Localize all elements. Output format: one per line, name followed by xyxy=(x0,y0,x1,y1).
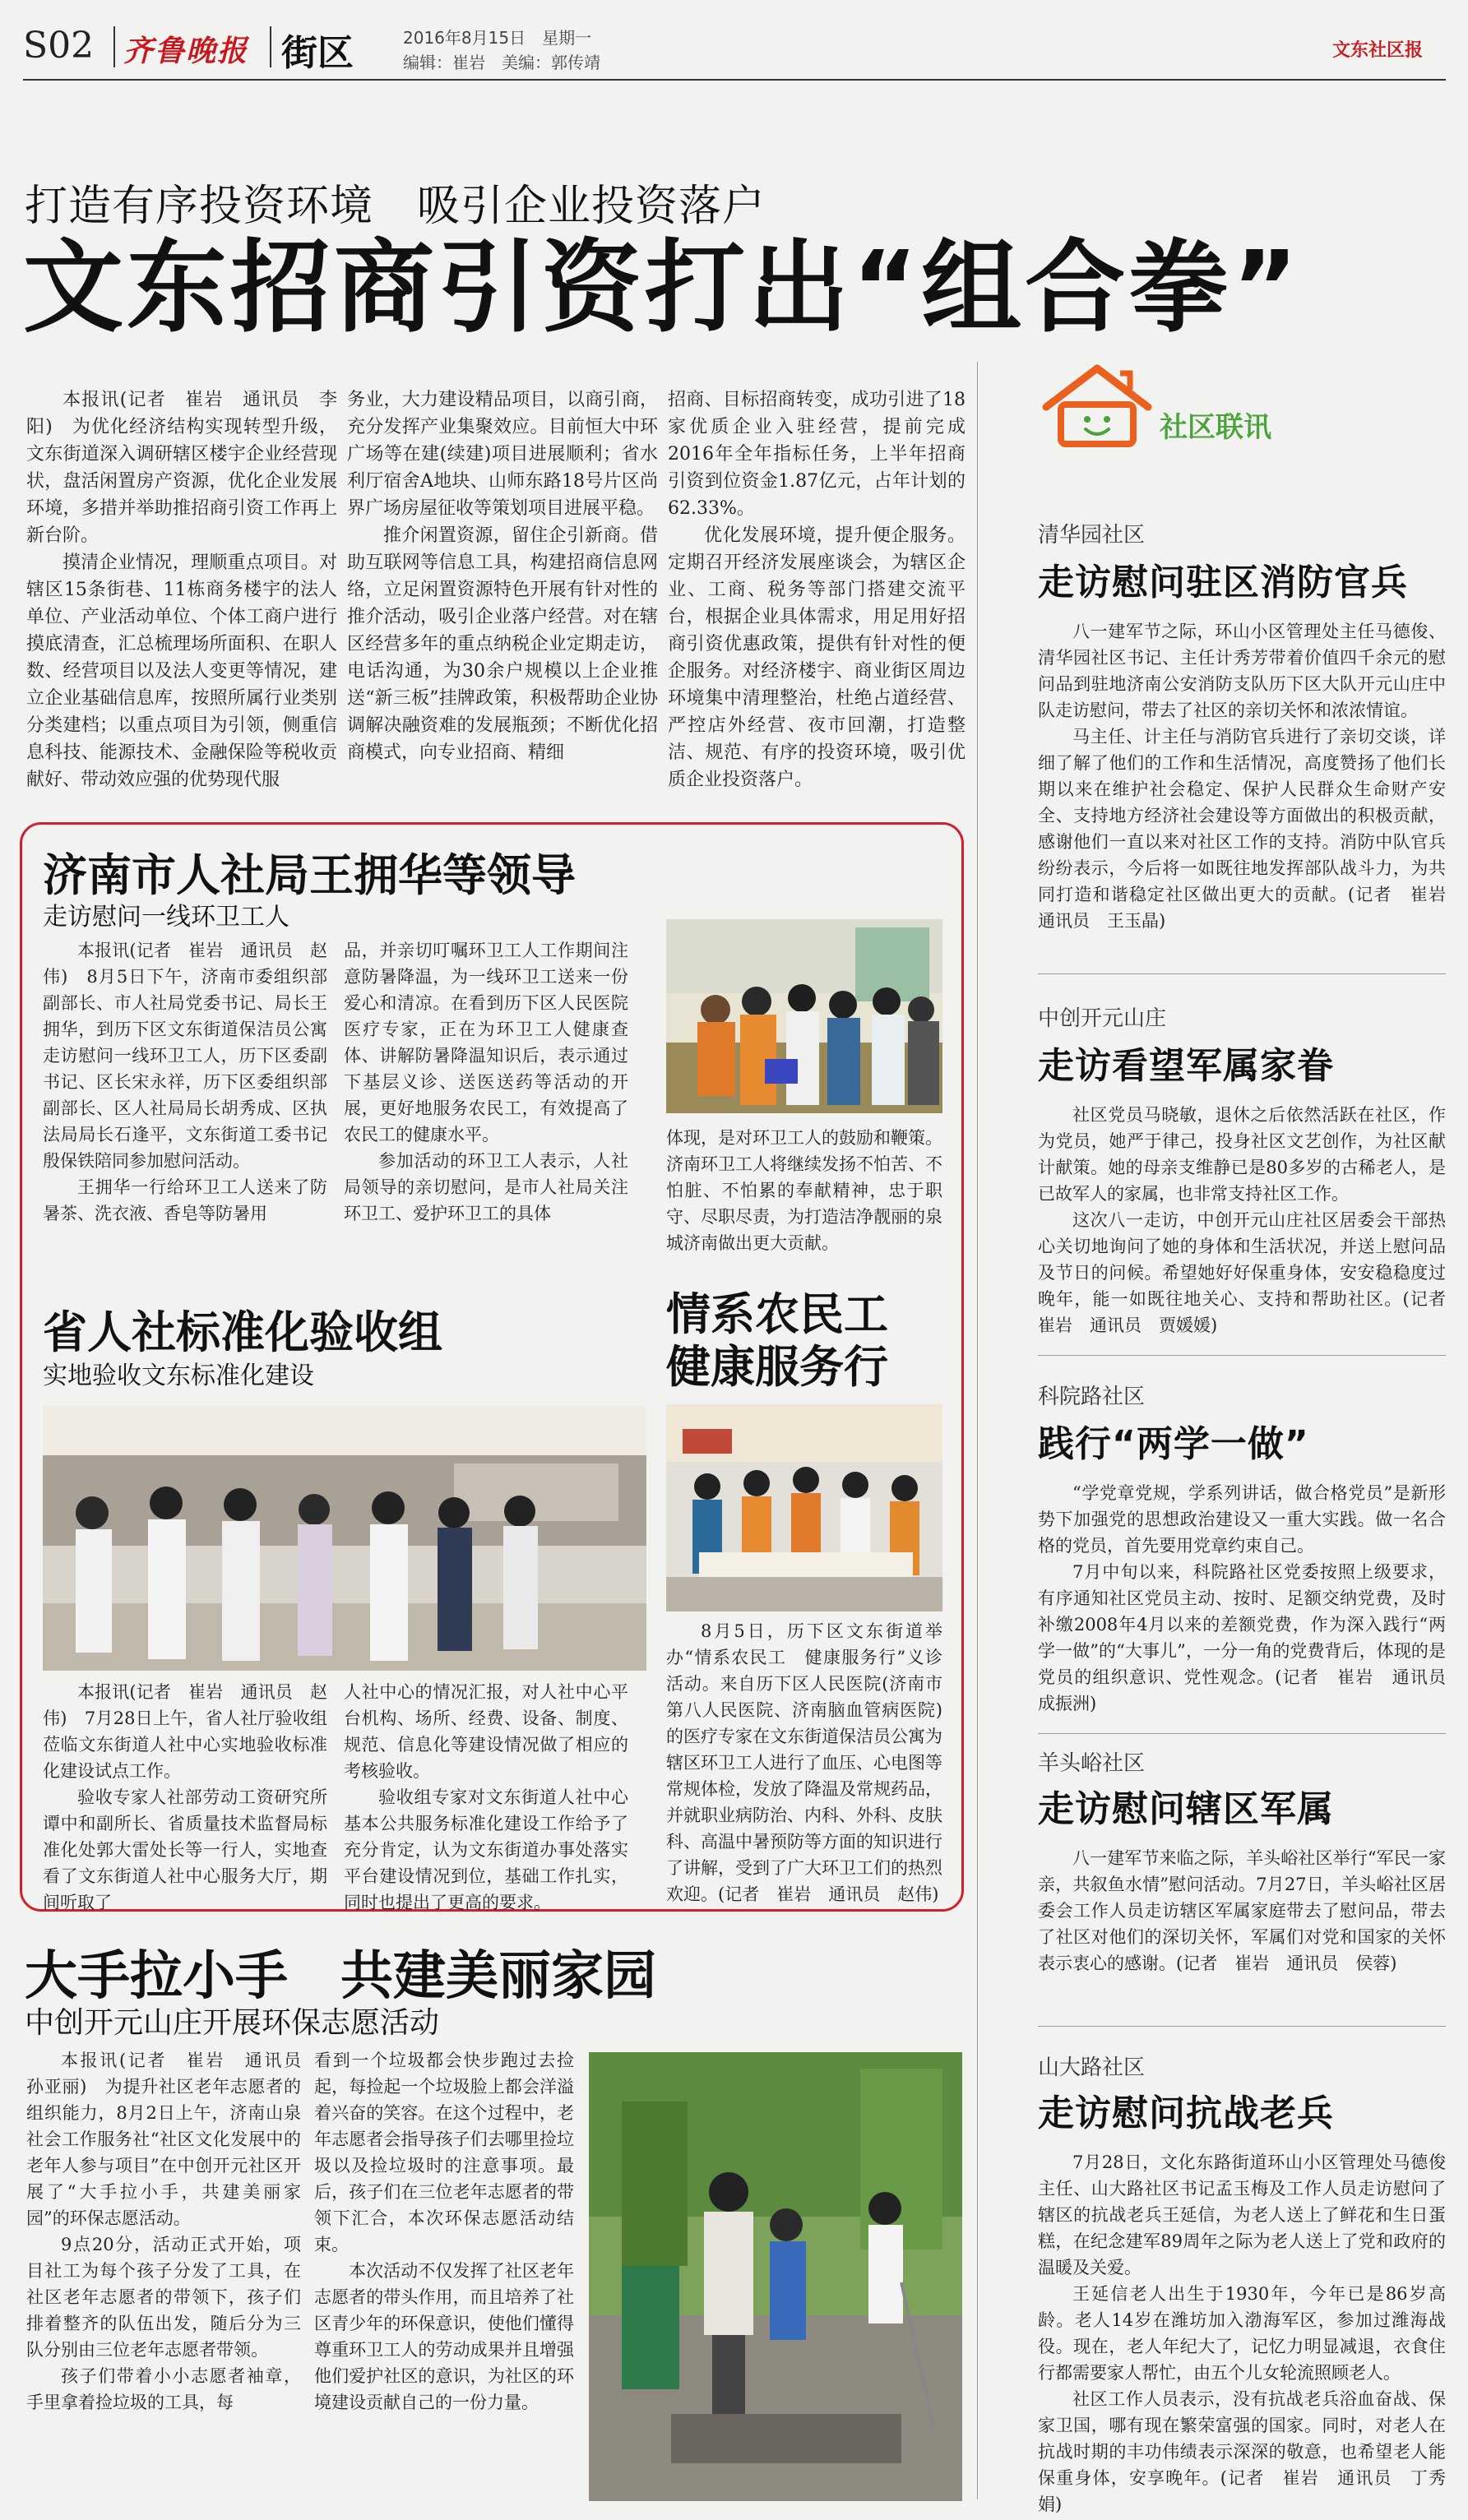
paragraph: 本报讯(记者 崔岩 通讯员 赵伟) 7月28日上午，省人社厅验收组莅临文东街道人社中心实地验收标准化建设试点工作。 xyxy=(43,1682,327,1781)
lead-headline: 文东招商引资打出“组合拳” xyxy=(23,229,1302,346)
sidebar-separator xyxy=(1038,1355,1446,1356)
sidebar-item-community: 中创开元山庄 xyxy=(1038,1006,1167,1031)
edition-label: 文东社区报 xyxy=(1332,40,1424,61)
paragraph: 孩子们带着小小志愿者袖章，手里拿着捡垃圾的工具，每 xyxy=(26,2366,301,2412)
article2-subhead: 实地验收文东标准化建设 xyxy=(43,1362,314,1390)
paragraph: 8月5日，历下区文东街道举办“情系农民工 健康服务行”义诊活动。来自历下区人民医院(济南市第八人民医院、济南脑血管病医院)的医疗专家在文东街道保洁员公寓为辖区环卫工人进行了血压、心电图等常规体检，发放了降温及常规药品，并就职业病防治、内科、外科、皮肤科、高温中暑预防等方面的知识进行了讲解，受到了广大环卫工们的热烈欢迎。(记者 崔岩 通讯员 赵伟) xyxy=(666,1621,942,1904)
paragraph: 摸清企业情况，理顺重点项目。对辖区15条街巷、11栋商务楼宇的法人单位、产业活动单位、个体工商户进行摸底清查，汇总梳理场所面积、在职人数、经营项目以及法人变更等情况，建立企业基础信息库，按照所属行业类别分类建档；以重点项目为引领，侧重信息科技、能源技术、金融保险等税收贡献好、带动效应强的优势现代服 xyxy=(26,553,337,790)
article3-headline-line2: 健康服务行 xyxy=(666,1341,888,1393)
paragraph: 本次活动不仅发挥了社区老年志愿者的带头作用，而且培养了社区青少年的环保意识，使他们懂得尊重环卫工人的劳动成果并且增强他们爱护社区的意识，为社区的环境建设贡献自己的一份力量。 xyxy=(314,2261,574,2412)
paragraph: 7月28日，文化东路街道环山小区管理处马德俊主任、山大路社区书记孟玉梅及工作人员走访慰问了辖区的抗战老兵王延信，为老人送上了鲜花和生日蛋糕，在纪念建军89周年之际为老人送上了党和政府的温暖及关爱。 xyxy=(1038,2152,1446,2277)
article2-col-1 xyxy=(43,1679,327,1912)
paragraph: 验收专家人社部劳动工资研究所谭中和副所长、省质量技术监督局标准化处郭大雷处长等一行人，实地查看了文东街道人社中心服务大厅，期间听取了 xyxy=(43,1787,327,1912)
paragraph: 优化发展环境，提升便企服务。定期召开经济发展座谈会，为辖区企业、工商、税务等部门搭建交流平台，根据企业具体需求，用足用好招商引资优惠政策，提供有针对性的便企服务。对经济楼宇、商业街区周边环境集中清理整治，杜绝占道经营、严控店外经营、夜市回潮，打造整洁、规范、有序的投资环境，吸引优质企业投资落户。 xyxy=(668,525,966,790)
paragraph: 体现，是对环卫工人的鼓励和鞭策。济南环卫工人将继续发扬不怕苦、不怕脏、不怕累的奉献精神，忠于职守、尽职尽责，为打造洁净靓丽的泉城济南做出更大贡献。 xyxy=(666,1128,942,1253)
paragraph: 人社中心的情况汇报，对人社中心平台机构、场所、经费、设备、制度、规范、信息化等建设情况做了相应的考核验收。 xyxy=(344,1682,628,1781)
article2-headline: 省人社标准化验收组 xyxy=(43,1306,442,1358)
sidebar-separator xyxy=(1038,2026,1446,2027)
paragraph: 王延信老人出生于1930年，今年已是86岁高龄。老人14岁在潍坊加入渤海军区，参加过潍海战役。现在，老人年纪大了，记忆力明显减退，衣食住行都需要家人帮忙，由五个儿女轮流照顾老人。 xyxy=(1038,2284,1446,2383)
sidebar-item-community: 科院路社区 xyxy=(1038,1385,1146,1409)
photo-inspection-group xyxy=(43,1406,646,1671)
article1-col-1 xyxy=(43,937,327,1266)
sidebar-divider xyxy=(977,362,978,2499)
paragraph: 推介闲置资源，留住企引新商。借助互联网等信息工具，构建招商信息网络，立足闲置资源特色开展有针对性的推介活动，吸引企业落户经营。对在辖区经营多年的重点纳税企业定期走访，电话沟通，为30余户规模以上企业推送“新三板”挂牌政策，积极帮助企业协调解决融资难的发展瓶颈；不断优化招商模式，向专业招商、精细 xyxy=(347,525,658,763)
paragraph: 本报讯(记者 崔岩 通讯员 李阳) 为优化经济结构实现转型升级，文东街道深入调研辖区楼宇企业经营现状，盘活闲置房产资源，优化企业发展环境，多措并举助推招商引资工作再上新台阶。 xyxy=(26,390,337,546)
community-banner xyxy=(1038,362,1285,452)
masthead-rule xyxy=(23,79,1446,81)
article3-body xyxy=(666,1618,942,1904)
paragraph: 验收组专家对文东街道人社中心基本公共服务标准化建设工作给予了充分肯定，认为文东街道办事处落实平台建设情况到位，基础工作扎实，同时也提出了更高的要求。 xyxy=(344,1787,628,1912)
sidebar-item-title: 走访慰问辖区军属 xyxy=(1038,1788,1334,1830)
editors-credit: 编辑：崔岩 美编：郭传靖 xyxy=(403,53,600,72)
paragraph: 7月中旬以来，科院路社区党委按照上级要求，有序通知社区党员主动、按时、足额交纳党费，及时补缴2008年4月以来的差额党费，作为深入践行“两学一做”的“大事儿”，一分一角的党费背后，体现的是党员的组织意识、党性观念。(记者 崔岩 通讯员 成振洲) xyxy=(1038,1562,1463,1713)
sidebar-item-community: 羊头峪社区 xyxy=(1038,1751,1146,1776)
sidebar-item-community: 山大路社区 xyxy=(1038,2055,1146,2080)
paragraph: 参加活动的环卫工人表示，人社局领导的亲切慰问，是市人社局关注环卫工、爱护环卫工的具体 xyxy=(344,1151,628,1223)
article2-col-2 xyxy=(344,1679,628,1912)
paper-name-logo: 齐鲁晚报 xyxy=(123,34,249,68)
paragraph: 9点20分，活动正式开始，项目社工为每个孩子分发了工具，在社区老年志愿者的带领下，孩子们排着整齐的队伍出发，随后分为三队分别由三位老年志愿者带领。 xyxy=(26,2235,301,2360)
photo-sanitation-workers-visit xyxy=(666,919,942,1113)
bottom-headline: 大手拉小手 共建美丽家园 xyxy=(25,1946,656,2007)
sidebar-item-community: 清华园社区 xyxy=(1038,523,1146,548)
paragraph: 王拥华一行给环卫工人送来了防暑茶、洗衣液、香皂等防暑用 xyxy=(43,1177,327,1223)
sidebar-item-body xyxy=(1038,1102,1463,1335)
paragraph: 招商、目标招商转变，成功引进了18家优质企业入驻经营，提前完成2016年全年指标任务，上半年招商引资到位资金1.87亿元，占年计划的62.33%。 xyxy=(668,390,966,519)
sidebar-item-title: 走访看望军属家眷 xyxy=(1038,1045,1334,1087)
paragraph: 八一建军节之际，环山小区管理处主任马德俊、清华园社区书记、主任计秀芳带着价值四千余元的慰问品到驻地济南公安消防支队历下区大队开元山庄中队走访慰问，带去了社区的亲切关怀和浓浓情谊。 xyxy=(1038,622,1446,720)
sidebar-item-title: 践行“两学一做” xyxy=(1038,1423,1309,1465)
sidebar-separator xyxy=(1038,973,1446,974)
section-name: 街区 xyxy=(281,32,354,74)
article1-headline: 济南市人社局王拥华等领导 xyxy=(43,849,576,901)
lead-col-2 xyxy=(347,386,658,798)
divider xyxy=(270,26,271,67)
paragraph: 马主任、计主任与消防官兵进行了亲切交谈，详细了解了他们的工作和生活情况，高度赞扬了他们长期以来在维护社会稳定、保护人民群众生命财产安全、支持地方经济社会建设等方面做出的积极贡献，感谢他们一直以来对社区工作的支持。消防中队官兵纷纷表示，今后将一如既往地发挥部队战斗力，为共同打造和谐稳定社区做出更大的贡献。(记者 崔岩 通讯员 王玉晶) xyxy=(1038,727,1463,931)
lead-kicker: 打造有序投资环境 吸引企业投资落户 xyxy=(25,182,766,231)
page-number: S02 xyxy=(23,25,95,67)
article1-col-3 xyxy=(666,1125,942,1265)
lead-col-1 xyxy=(26,386,337,798)
house-icon xyxy=(1038,362,1161,452)
paragraph: 品，并亲切叮嘱环卫工人工作期间注意防暑降温，为一线环卫工送来一份爱心和清凉。在看到历下区人民医院医疗专家，正在为环卫工人健康查体、讲解防暑降温知识后，表示通过下基层义诊、送医送药等活动的开展，更好地服务农民工，有效提高了农民工的健康水平。 xyxy=(344,941,628,1144)
photo-free-clinic xyxy=(666,1404,942,1611)
issue-date: 2016年8月15日 星期一 xyxy=(403,28,592,48)
banner-title: 社区联讯 xyxy=(1160,411,1271,444)
paragraph: 本报讯(记者 崔岩 通讯员 赵伟) 8月5日下午，济南市委组织部副部长、市人社局党委书记、局长王拥华，到历下区文东街道保洁员公寓走访慰问一线环卫工人，历下区委副书记、区长宋永祥，历下区委组织部副部长、区人社局局长胡秀成、区执法局局长石逢平，文东街道工委书记殷保铁陪同参加慰问活动。 xyxy=(43,941,327,1171)
sidebar-item-title: 走访慰问驻区消防官兵 xyxy=(1038,562,1408,603)
article3-headline-line1: 情系农民工 xyxy=(666,1288,888,1340)
divider xyxy=(113,26,115,67)
paragraph: 本报讯(记者 崔岩 通讯员 孙亚丽) 为提升社区老年志愿者的组织能力，8月2日上午，济南山泉社会工作服务社“社区文化发展中的老年人参与项目”在中创开元社区开展了“大手拉小手，共建美丽家园”的环保志愿活动。 xyxy=(26,2051,318,2228)
paragraph: 看到一个垃圾都会快步跑过去捡起，每捡起一个垃圾脸上都会洋溢着兴奋的笑容。在这个过程中，老年志愿者会指导孩子们去哪里捡垃圾以及捡垃圾时的注意事项。最后，孩子们在三位老年志愿者的带领下汇合，本次环保志愿活动结束。 xyxy=(314,2051,574,2254)
bottom-subhead: 中创开元山庄开展环保志愿活动 xyxy=(25,2006,440,2040)
sidebar-item-body xyxy=(1038,1845,1446,1990)
masthead xyxy=(0,0,1468,82)
sidebar-item-body xyxy=(1038,1480,1463,1723)
sidebar-item-title: 走访慰问抗战老兵 xyxy=(1038,2092,1334,2134)
paragraph: 务业，大力建设精品项目，以商引商，充分发挥产业集聚效应。目前恒大中环广场等在建(续建)项目进展顺利；省水利厅宿舍A地块、山师东路18号片区尚界广场房屋征收等策划项目进展平稳。 xyxy=(347,390,658,519)
lead-col-3 xyxy=(668,386,966,798)
sidebar-item-body xyxy=(1038,2149,1446,2514)
paragraph: 八一建军节来临之际，羊头峪社区举行“军民一家亲，共叙鱼水情”慰问活动。7月27日，羊头峪社区居委会工作人员走访辖区军属家庭带去了慰问品，带去了社区对他们的深切关怀，军属们对党和国家的关怀表示衷心的感谢。(记者 崔岩 通讯员 侯蓉) xyxy=(1038,1848,1446,1973)
article1-col-2 xyxy=(344,937,628,1266)
photo-volunteer-kids xyxy=(589,2052,962,2501)
paragraph: 这次八一走访，中创开元山庄社区居委会干部热心关切地询问了她的身体和生活状况，并送上慰问品及节日的问候。希望她好好保重身体，安安稳稳度过晚年，能一如既往地关心、支持和帮助社区。(记者 崔岩 通讯员 贾媛媛) xyxy=(1038,1210,1463,1335)
bottom-col-1 xyxy=(26,2047,318,2499)
sidebar-separator xyxy=(1038,1733,1446,1734)
bottom-col-2 xyxy=(314,2047,574,2499)
paragraph: 社区工作人员表示，没有抗战老兵浴血奋战、保家卫国，哪有现在繁荣富强的国家。同时，对老人在抗战时期的丰功伟绩表示深深的敬意，也希望老人能保重身体，安享晚年。(记者 崔岩 通讯员 丁秀娟) xyxy=(1038,2389,1446,2514)
sidebar-item-body xyxy=(1038,618,1463,941)
article1-subhead: 走访慰问一线环卫工人 xyxy=(43,903,289,932)
paragraph: “学党章党规，学系列讲话，做合格党员”是新形势下加强党的思想政治建设又一重大实践。做一名合格的党员，首先要用党章约束自己。 xyxy=(1038,1483,1446,1556)
paragraph: 社区党员马晓敏，退休之后依然活跃在社区，作为党员，她严于律己，投身社区文艺创作，为社区献计献策。她的母亲支维静已是80多岁的古稀老人，是已故军人的家属，也非常支持社区工作。 xyxy=(1038,1105,1446,1204)
